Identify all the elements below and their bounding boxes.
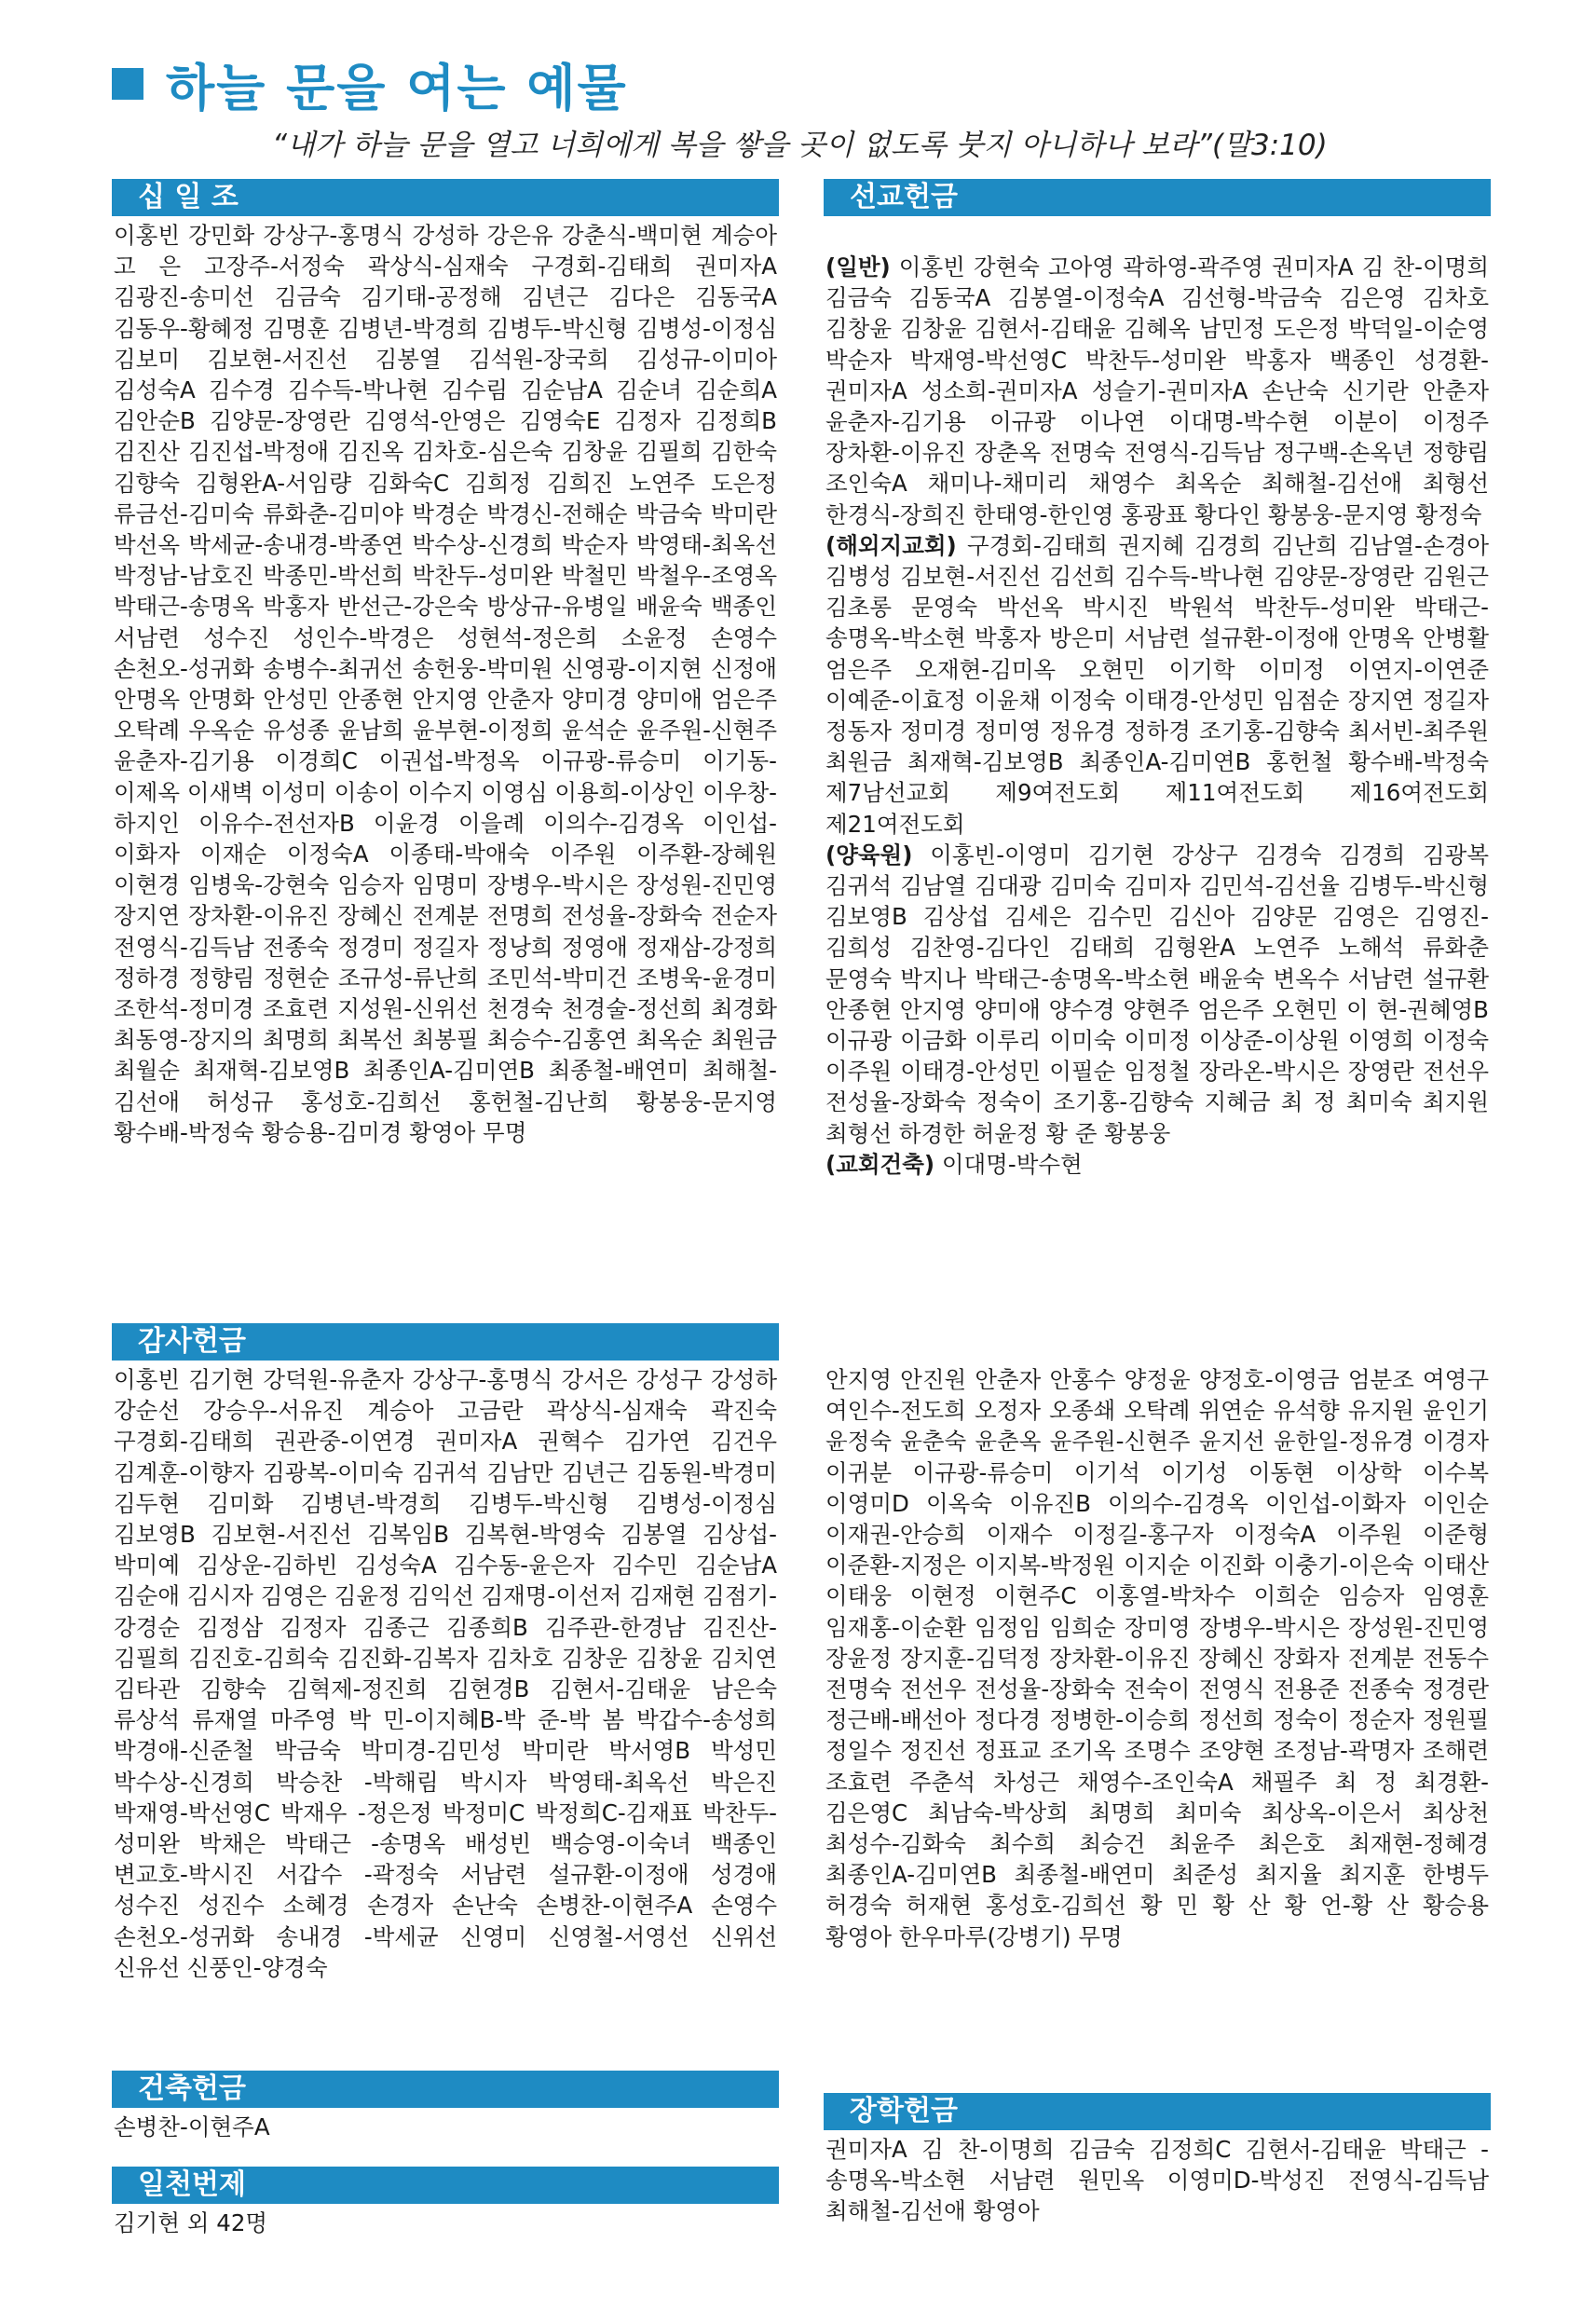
thanks-header: 감사헌금 xyxy=(112,1323,779,1361)
building-list: 손병찬-이현주A xyxy=(114,2113,270,2140)
building-header: 건축헌금 xyxy=(112,2071,779,2108)
mission-tag-general: (일반) xyxy=(825,253,891,280)
tithe-list: 이홍빈 강민화 강상구-홍명식 강성하 강은유 강춘식-백미현 계승아 고 은 고장주-서정숙 곽상식-심재숙 구경회-김태희 권미자A 김광진-송미선 김금숙 김기태-공정해 김년근 김다은 김동국A 김동우-황혜정 김명훈 김병년-박경희 김병두-박신형 김병성-이정심 김보미 김보현-서진선 김봉열 김석원-장국희 김성규-이미아 김성숙A 김수경 김수득-박나현 김수림 김순남A 김순녀 김순희A 김안순B 김양문-장영란 김영석-안영은 김영숙E 김정자 김정희B 김진산 김진섭-박정애 김진옥 김차호-심은숙 김창윤 김필희 김한숙 김향숙 김형완A-서임량 김화숙C 김희정 김희진 노연주 도은정 류금선-김미숙 류화춘-김미야 박경순 박경신-전해순 박금숙 박미란 박선옥 박세균-송내경-박종연 박수상-신경희 박순자 박영태-최옥선 박정남-남호진 박종민-박선희 박찬두-성미완 박철민 박철우-조영옥 박태근-송명옥 박홍자 반선근-강은숙 방상규-유병일 배윤숙 백종인 서남련 성수진 성인수-박경은 성현석-정은희 소윤정 손영수 손천오-성귀화 송병수-최귀선 송헌웅-박미원 신영광-이지현 신정애 안명옥 안명화 안성민 안종현 안지영 안춘자 양미경 양미애 엄은주 오탁례 우옥순 유성종 윤남희 윤부현-이정희 윤석순 윤주원-신현주 윤춘자-김기용 이경희C 이권섭-박정옥 이규광-류승미 이기동-이제옥 이새벽 이성미 이송이 이수지 이영심 이용희-이상인 이우창-하지인 이유수-전선자B 이윤경 이을례 이의수-김경옥 이인섭-이화자 이재순 이정숙A 이종태-박애숙 이주원 이주환-장혜원 이현경 임병욱-강현숙 임승자 임명미 장병우-박시은 장성원-진민영 장지연 장차환-이유진 장혜신 전계분 전명희 전성율-장화숙 전순자 전영식-김득남 전종숙 정경미 정길자 정낭희 정영애 정재삼-강정희 정하경 정향림 정현순 조규성-류난희 조민석-박미건 조병욱-윤경미 조한석-정미경 조효련 지성원-신위선 천경숙 천경술-정선희 최경화 최동영-장지의 최명희 최복선 최봉필 최승수-김홍연 최옥순 최원금 최월순 최재혁-김보영B 최종인A-김미연B 최종철-배연미 최해철-김선애 허성규 홍성호-김희선 홍헌철-김난희 황봉웅-문지영 황수배-박정숙 황승용-김미경 황영아 무명 xyxy=(114,222,777,1146)
tithe-header: 십 일 조 xyxy=(112,179,779,216)
mission-tag-orphanage: (양육원) xyxy=(825,841,913,868)
scholarship-section xyxy=(824,2093,1491,2227)
mission-tag-overseas: (해외지교회) xyxy=(825,531,957,559)
scholarship-list: 권미자A 김 찬-이명희 김금숙 김정희C 김현서-김태윤 박태근 -송명옥-박소현 서남련 원민옥 이영미D-박성진 전영식-김득남 최해철-김선애 황영아 xyxy=(825,2136,1489,2225)
mission-text-overseas: 구경회-김태희 권지혜 김경희 김난희 김남열-손경아 김병성 김보현-서진선 김선희 김수득-박나현 김양문-장영란 김원근 김초롱 문영숙 박선옥 박시진 박원석 박찬두-성미완 박태근-송명옥-박소현 박홍자 방은미 서남련 설규환-이정애 안명옥 안병활 엄은주 오재현-김미옥 오현민 이기학 이미정 이연지-이연준 이예준-이효정 이윤채 이정숙 이태경-안성민 임점순 장지연 정길자 정동자 정미경 정미영 정유경 정하경 조기홍-김향숙 최서빈-최주원 최원금 최재혁-김보영B 최종인A-김미연B 홍헌철 황수배-박정숙 제7남선교회 제9여전도회 제11여전도회 제16여전도회 제21여전도회 xyxy=(825,531,1489,838)
thousand-section xyxy=(112,2167,779,2238)
mission-group-general xyxy=(825,252,1489,530)
page-title: 하늘 문을 여는 예물 xyxy=(166,58,628,117)
thousand-header: 일천번제 xyxy=(112,2167,779,2204)
mission-tag-church-building: (교회건축) xyxy=(825,1150,935,1178)
mission-group-church-building xyxy=(825,1149,1489,1180)
mission-header: 선교헌금 xyxy=(824,179,1491,216)
thousand-list: 김기현 외 42명 xyxy=(114,2209,268,2236)
mission-text-orphanage: 이홍빈-이영미 김기현 강상구 김경숙 김경희 김광복 김귀석 김남열 김대광 김미숙 김미자 김민석-김선율 김병두-박신형 김보영B 김상섭 김세은 김수민 김신아 김양문 김영은 김영진-김희성 김찬영-김다인 김태희 김형완A 노연주 노해석 류화춘 문영숙 박지나 박태근-송명옥-박소현 배윤숙 변옥수 서남련 설규환 안종현 안지영 양미애 양수경 양현주 엄은주 오현민 이 현-권혜영B 이규광 이금화 이루리 이미숙 이미정 이상준-이상원 이영희 이정숙 이주원 이태경-안성민 이필순 임정철 장라온-박시은 장영란 전선우 전성율-장화숙 정숙이 조기홍-김향숙 지혜금 최 정 최미숙 최지원 최형선 하경한 허윤정 황 준 황봉웅 xyxy=(825,841,1489,1147)
thanks-list-left: 이홍빈 김기현 강덕원-유춘자 강상구-홍명식 강서은 강성구 강성하 강순선 강승우-서유진 계승아 고금란 곽상식-심재숙 곽진숙 구경회-김태희 권관중-이연경 권미자A 권혁수 김가연 김건우 김계훈-이향자 김광복-이미숙 김귀석 김남만 김년근 김동원-박경미 김두현 김미화 김병년-박경희 김병두-박신형 김병성-이정심 김보영B 김보현-서진선 김복임B 김복현-박영숙 김봉열 김상섭-박미예 김상운-김하빈 김성숙A 김수동-윤은자 김수민 김순남A 김순애 김시자 김영은 김윤정 김익선 김재명-이선저 김재현 김점기-강경순 김정삼 김정자 김종근 김종희B 김주관-한경남 김진산-김필희 김진호-김희숙 김진화-김복자 김차호 김창운 김창윤 김치연 김타관 김향숙 김혁제-정진희 김현경B 김현서-김태윤 남은숙 류상석 류재열 마주영 박 민-이지혜B-박 준-박 봄 박갑수-송성희 박경애-신준철 박금숙 박미경-김민성 박미란 박서영B 박성민 박수상-신경희 박승찬 -박해림 박시자 박영태-최옥선 박은진 박재영-박선영C 박재우 -정은정 박정미C 박정희C-김재표 박찬두-성미완 박채은 박태근 -송명옥 배성빈 백승영-이숙녀 백종인 변교호-박시진 서갑수 -곽정숙 서남련 설규환-이정애 성경애 성수진 성진수 소혜경 손경자 손난숙 손병찬-이현주A 손영수 손천오-성귀화 송내경 -박세균 신영미 신영철-서영선 신위선 신유선 신풍인-양경숙 xyxy=(114,1366,777,1981)
title-square-icon xyxy=(112,68,143,100)
mission-text-general: 이홍빈 강현숙 고아영 곽하영-곽주영 권미자A 김 찬-이명희 김금숙 김동국A 김봉열-이정숙A 김선형-박금숙 김은영 김차호 김창윤 김창윤 김현서-김태윤 김혜옥 남민정 도은정 박덕일-이순영 박순자 박재영-박선영C 박찬두-성미완 박홍자 백종인 성경환-권미자A 성소희-권미자A 성슬기-권미자A 손난숙 신기란 안춘자 윤춘자-김기용 이규광 이나연 이대명-박수현 이분이 이정주 장차환-이유진 장춘옥 전명숙 전영식-김득남 정구백-손옥년 정향림 조인숙A 채미나-채미리 채영수 최옥순 최해철-김선애 최형선 한경식-장희진 한태영-한인영 홍광표 황다인 황봉웅-문지영 황정숙 xyxy=(825,253,1489,528)
tithe-section xyxy=(112,179,779,1148)
scholarship-header: 장학헌금 xyxy=(824,2093,1491,2130)
page-title-row xyxy=(112,51,628,116)
building-section xyxy=(112,2071,779,2142)
thanks-list-right: 안지영 안진원 안춘자 안홍수 양정윤 양정호-이영금 엄분조 여영구 여인수-전도희 오정자 오종쇄 오탁례 위연순 유석향 유지원 윤인기 윤정숙 윤춘숙 윤춘옥 윤주원-신현주 윤지선 윤한일-정유경 이경자 이귀분 이규광-류승미 이기석 이기성 이동현 이상학 이수복 이영미D 이옥숙 이유진B 이의수-김경옥 이인섭-이화자 이인순 이재권-안승희 이재수 이정길-홍구자 이정숙A 이주원 이준형 이준환-지정은 이지복-박정원 이지순 이진화 이충기-이은숙 이태산 이태웅 이현정 이현주C 이홍열-박차수 이희순 임승자 임영훈 임재홍-이순환 임정임 임희순 장미영 장병우-박시은 장성원-진민영 장윤정 장지훈-김덕정 장차환-이유진 장혜신 장화자 전계분 전동수 전명숙 전선우 전성율-장화숙 전숙이 전영식 전용준 전종숙 정경란 정근배-배선아 정다경 정병한-이승희 정선희 정숙이 정순자 정원필 정일수 정진선 정표교 조기옥 조명수 조양현 조정남-곽명자 조해련 조효련 주춘석 차성근 채영수-조인숙A 채필주 최 정 최경환-김은영C 최남숙-박상희 최명희 최미숙 최상옥-이은서 최상천 최성수-김화숙 최수희 최승건 최윤주 최은호 최재현-정혜경 최종인A-김미연B 최종철-배연미 최준성 최지율 최지훈 한병두 허경숙 허재현 홍성호-김희선 황 민 황 산 황 언-황 산 황승용 황영아 한우마루(강병기) 무명 xyxy=(825,1366,1489,1950)
mission-group-orphanage xyxy=(825,840,1489,1149)
mission-section xyxy=(824,179,1491,1180)
thanks-section xyxy=(112,1323,779,1983)
page-subtitle: “내가 하늘 문을 열고 너희에게 복을 쌓을 곳이 없도록 붓지 아니하나 보라”(말3:10) xyxy=(272,129,1328,162)
thanks-section-right xyxy=(824,1361,1491,1952)
mission-group-overseas xyxy=(825,530,1489,840)
mission-list xyxy=(824,216,1491,1180)
mission-text-church-building: 이대명-박수현 xyxy=(934,1150,1083,1178)
